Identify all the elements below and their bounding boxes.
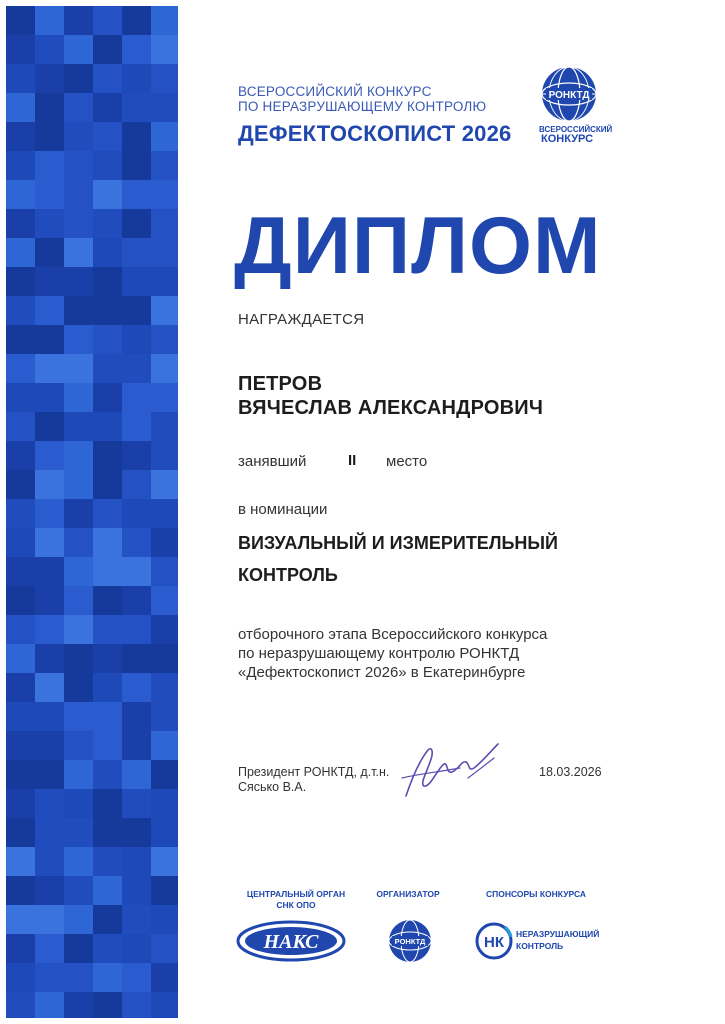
- mosaic-tile: [93, 325, 122, 354]
- mosaic-tile: [64, 702, 93, 731]
- logo-caption-1: ВСЕРОССИЙСКИЙ: [539, 125, 613, 134]
- mosaic-tile: [122, 876, 151, 905]
- mosaic-tile: [151, 789, 178, 818]
- mosaic-tile: [6, 847, 35, 876]
- mosaic-tile: [151, 354, 178, 383]
- mosaic-tile: [151, 905, 178, 934]
- mosaic-tile: [93, 122, 122, 151]
- mosaic-tile: [35, 238, 64, 267]
- mosaic-tile: [64, 644, 93, 673]
- mosaic-tile: [6, 905, 35, 934]
- mosaic-tile: [35, 35, 64, 64]
- footer-central-label-2: СНК ОПО: [276, 900, 316, 910]
- diploma-title: ДИПЛОМ: [234, 201, 602, 291]
- mosaic-tile: [122, 180, 151, 209]
- mosaic-tile: [64, 267, 93, 296]
- mosaic-tile: [122, 586, 151, 615]
- mosaic-tile: [6, 412, 35, 441]
- naks-logo: [236, 920, 346, 962]
- mosaic-tile: [64, 528, 93, 557]
- mosaic-tile: [151, 557, 178, 586]
- mosaic-tile: [122, 615, 151, 644]
- mosaic-tile: [6, 992, 35, 1018]
- mosaic-tile: [35, 209, 64, 238]
- mosaic-tile: [64, 847, 93, 876]
- mosaic-tile: [6, 35, 35, 64]
- mosaic-tile: [64, 64, 93, 93]
- mosaic-tile: [35, 760, 64, 789]
- mosaic-tile: [35, 499, 64, 528]
- mosaic-tile: [122, 760, 151, 789]
- mosaic-tile: [64, 673, 93, 702]
- mosaic-tile: [93, 934, 122, 963]
- mosaic-tile: [35, 702, 64, 731]
- mosaic-tile: [151, 296, 178, 325]
- mosaic-tile: [6, 760, 35, 789]
- mosaic-tile: [151, 267, 178, 296]
- mosaic-tile: [93, 412, 122, 441]
- mosaic-tile: [35, 180, 64, 209]
- mosaic-tile: [151, 499, 178, 528]
- mosaic-tile: [93, 586, 122, 615]
- mosaic-tile: [151, 731, 178, 760]
- mosaic-tile: [35, 963, 64, 992]
- mosaic-tile: [35, 557, 64, 586]
- mosaic-tile: [93, 876, 122, 905]
- mosaic-tile: [64, 557, 93, 586]
- mosaic-tile: [93, 35, 122, 64]
- mosaic-tile: [35, 383, 64, 412]
- mosaic-tile: [151, 238, 178, 267]
- mosaic-tile: [35, 267, 64, 296]
- mosaic-tile: [122, 267, 151, 296]
- mosaic-tile: [64, 122, 93, 151]
- mosaic-tile: [6, 151, 35, 180]
- mosaic-tile: [35, 412, 64, 441]
- mosaic-tile: [35, 151, 64, 180]
- mosaic-tile: [64, 383, 93, 412]
- mosaic-tile: [151, 412, 178, 441]
- mosaic-tile: [93, 644, 122, 673]
- mosaic-tile: [64, 934, 93, 963]
- mosaic-tile: [6, 6, 35, 35]
- mosaic-tile: [6, 122, 35, 151]
- mosaic-tile: [64, 992, 93, 1018]
- mosaic-tile: [64, 876, 93, 905]
- mosaic-tile: [35, 789, 64, 818]
- place-suffix: место: [386, 453, 428, 470]
- mosaic-tile: [122, 702, 151, 731]
- mosaic-tile: [122, 122, 151, 151]
- mosaic-tile: [122, 528, 151, 557]
- mosaic-tile: [93, 760, 122, 789]
- stage-line-2: по неразрушающему контролю РОНКТД: [238, 645, 520, 662]
- mosaic-tile: [122, 673, 151, 702]
- mosaic-tile: [122, 847, 151, 876]
- mosaic-tile: [6, 702, 35, 731]
- mosaic-tile: [151, 818, 178, 847]
- mosaic-tile: [122, 992, 151, 1018]
- nomination-line-2: КОНТРОЛЬ: [238, 565, 338, 585]
- mosaic-tile: [93, 354, 122, 383]
- mosaic-tile: [122, 325, 151, 354]
- mosaic-tile: [151, 876, 178, 905]
- mosaic-tile: [64, 470, 93, 499]
- mosaic-tile: [151, 383, 178, 412]
- mosaic-tile: [64, 6, 93, 35]
- mosaic-tile: [122, 383, 151, 412]
- mosaic-tile: [64, 238, 93, 267]
- mosaic-tile: [93, 296, 122, 325]
- mosaic-tile: [64, 412, 93, 441]
- naks-logo-text: НАКС: [263, 931, 319, 953]
- recipient-surname: ПЕТРОВ: [238, 373, 323, 395]
- mosaic-tile: [6, 267, 35, 296]
- mosaic-tile: [151, 6, 178, 35]
- mosaic-tile: [6, 615, 35, 644]
- mosaic-tile: [6, 818, 35, 847]
- mosaic-tile: [93, 499, 122, 528]
- mosaic-tile: [122, 354, 151, 383]
- mosaic-tile: [6, 876, 35, 905]
- mosaic-tile: [93, 992, 122, 1018]
- mosaic-tile: [122, 818, 151, 847]
- mosaic-tile: [122, 209, 151, 238]
- pixel-mosaic-band: [6, 6, 178, 1018]
- ronktd-globe-icon: [541, 66, 597, 122]
- mosaic-tile: [122, 905, 151, 934]
- mosaic-tile: [151, 441, 178, 470]
- mosaic-tile: [93, 180, 122, 209]
- mosaic-tile: [35, 122, 64, 151]
- mosaic-tile: [122, 470, 151, 499]
- mosaic-tile: [35, 296, 64, 325]
- mosaic-tile: [93, 673, 122, 702]
- mosaic-tile: [151, 528, 178, 557]
- mosaic-tile: [6, 180, 35, 209]
- mosaic-tile: [122, 557, 151, 586]
- mosaic-tile: [6, 93, 35, 122]
- mosaic-tile: [151, 847, 178, 876]
- mosaic-tile: [35, 528, 64, 557]
- mosaic-tile: [64, 93, 93, 122]
- mosaic-tile: [6, 644, 35, 673]
- mosaic-tile: [35, 586, 64, 615]
- contest-brand-title: ДЕФЕКТОСКОПИСТ 2026: [238, 121, 512, 146]
- nk-sponsor-logo: [474, 921, 514, 961]
- mosaic-tile: [64, 209, 93, 238]
- mosaic-tile: [151, 760, 178, 789]
- mosaic-tile: [93, 441, 122, 470]
- mosaic-tile: [122, 93, 151, 122]
- signatory-title: Президент РОНКТД, д.т.н.: [238, 765, 390, 779]
- place-value: II: [348, 452, 357, 469]
- mosaic-tile: [6, 354, 35, 383]
- mosaic-tile: [64, 296, 93, 325]
- globe-logo-text: РОНКТД: [548, 90, 590, 101]
- mosaic-tile: [122, 151, 151, 180]
- organizer-globe-icon: [388, 919, 432, 963]
- nk-logo-text: НК: [484, 934, 504, 951]
- mosaic-tile: [6, 441, 35, 470]
- mosaic-tile: [151, 673, 178, 702]
- mosaic-tile: [122, 64, 151, 93]
- mosaic-tile: [35, 731, 64, 760]
- mosaic-tile: [93, 6, 122, 35]
- mosaic-tile: [122, 441, 151, 470]
- stage-line-1: отборочного этапа Всероссийского конкурса: [238, 626, 548, 643]
- mosaic-tile: [6, 296, 35, 325]
- mosaic-tile: [6, 238, 35, 267]
- mosaic-tile: [6, 731, 35, 760]
- mosaic-tile: [35, 615, 64, 644]
- mosaic-tile: [93, 905, 122, 934]
- mosaic-tile: [93, 209, 122, 238]
- mosaic-tile: [122, 412, 151, 441]
- mosaic-tile: [6, 557, 35, 586]
- contest-line-2: ПО НЕРАЗРУШАЮЩЕМУ КОНТРОЛЮ: [238, 99, 487, 114]
- logo-caption-2: КОНКУРС: [541, 133, 594, 145]
- footer-organizer-label: ОРГАНИЗАТОР: [376, 889, 440, 899]
- sponsor-name-line-1: НЕРАЗРУШАЮЩИЙ: [516, 929, 600, 939]
- mosaic-tile: [93, 64, 122, 93]
- place-prefix: занявший: [238, 453, 307, 470]
- mosaic-tile: [64, 905, 93, 934]
- mosaic-tile: [122, 731, 151, 760]
- mosaic-tile: [6, 209, 35, 238]
- mosaic-tile: [6, 325, 35, 354]
- contest-line-1: ВСЕРОССИЙСКИЙ КОНКУРС: [238, 84, 432, 99]
- mosaic-tile: [122, 963, 151, 992]
- mosaic-tile: [122, 789, 151, 818]
- mosaic-tile: [35, 905, 64, 934]
- mosaic-tile: [122, 934, 151, 963]
- mosaic-tile: [6, 470, 35, 499]
- mosaic-tile: [93, 847, 122, 876]
- mosaic-tile: [35, 354, 64, 383]
- mosaic-tile: [151, 470, 178, 499]
- mosaic-tile: [6, 963, 35, 992]
- mosaic-tile: [64, 180, 93, 209]
- mosaic-tile: [93, 557, 122, 586]
- mosaic-tile: [93, 702, 122, 731]
- mosaic-tile: [35, 470, 64, 499]
- signature-date: 18.03.2026: [539, 765, 602, 779]
- recipient-given-names: ВЯЧЕСЛАВ АЛЕКСАНДРОВИЧ: [238, 397, 544, 419]
- mosaic-tile: [93, 818, 122, 847]
- mosaic-tile: [151, 586, 178, 615]
- mosaic-tile: [151, 180, 178, 209]
- mosaic-tile: [93, 615, 122, 644]
- mosaic-tile: [93, 151, 122, 180]
- mosaic-tile: [35, 673, 64, 702]
- mosaic-tile: [151, 151, 178, 180]
- mosaic-tile: [35, 818, 64, 847]
- mosaic-tile: [93, 789, 122, 818]
- footer-central-label-1: ЦЕНТРАЛЬНЫЙ ОРГАН: [246, 889, 346, 899]
- mosaic-tile: [35, 325, 64, 354]
- mosaic-tile: [122, 644, 151, 673]
- signatory-name: Сясько В.А.: [238, 780, 307, 794]
- mosaic-tile: [35, 441, 64, 470]
- mosaic-tile: [64, 760, 93, 789]
- mosaic-tile: [151, 325, 178, 354]
- mosaic-tile: [35, 992, 64, 1018]
- mosaic-tile: [151, 644, 178, 673]
- mosaic-tile: [35, 6, 64, 35]
- mosaic-tile: [6, 383, 35, 412]
- mosaic-tile: [93, 470, 122, 499]
- mosaic-tile: [6, 934, 35, 963]
- mosaic-tile: [122, 296, 151, 325]
- mosaic-tile: [35, 93, 64, 122]
- mosaic-tile: [64, 354, 93, 383]
- mosaic-tile: [64, 499, 93, 528]
- mosaic-tile: [64, 441, 93, 470]
- mosaic-tile: [6, 64, 35, 93]
- mosaic-tile: [151, 615, 178, 644]
- mosaic-tile: [6, 528, 35, 557]
- mosaic-tile: [93, 963, 122, 992]
- mosaic-tile: [151, 934, 178, 963]
- mosaic-tile: [35, 934, 64, 963]
- mosaic-tile: [35, 64, 64, 93]
- sponsor-name-line-2: КОНТРОЛЬ: [516, 941, 564, 951]
- mosaic-tile: [64, 731, 93, 760]
- mosaic-tile: [93, 731, 122, 760]
- mosaic-tile: [35, 876, 64, 905]
- mosaic-tile: [151, 64, 178, 93]
- mosaic-tile: [151, 702, 178, 731]
- mosaic-tile: [122, 6, 151, 35]
- mosaic-tile: [6, 586, 35, 615]
- mosaic-tile: [64, 586, 93, 615]
- mosaic-tile: [122, 35, 151, 64]
- mosaic-tile: [64, 325, 93, 354]
- mosaic-tile: [35, 847, 64, 876]
- mosaic-tile: [64, 789, 93, 818]
- mosaic-tile: [93, 267, 122, 296]
- nomination-line-1: ВИЗУАЛЬНЫЙ И ИЗМЕРИТЕЛЬНЫЙ: [238, 533, 558, 553]
- stage-line-3: «Дефектоскопист 2026» в Екатеринбурге: [238, 664, 526, 681]
- mosaic-tile: [151, 209, 178, 238]
- mosaic-tile: [64, 615, 93, 644]
- mosaic-tile: [64, 35, 93, 64]
- mosaic-tile: [151, 963, 178, 992]
- awarded-label: НАГРАЖДАЕТСЯ: [238, 311, 365, 328]
- footer-sponsors-label: СПОНСОРЫ КОНКУРСА: [485, 889, 587, 899]
- mosaic-tile: [151, 992, 178, 1018]
- handwritten-signature: [398, 738, 506, 802]
- organizer-logo-text: РОНКТД: [394, 937, 426, 946]
- mosaic-tile: [93, 528, 122, 557]
- mosaic-tile: [122, 238, 151, 267]
- mosaic-tile: [151, 93, 178, 122]
- mosaic-tile: [93, 383, 122, 412]
- mosaic-tile: [151, 35, 178, 64]
- mosaic-tile: [6, 499, 35, 528]
- mosaic-tile: [64, 818, 93, 847]
- mosaic-tile: [93, 238, 122, 267]
- mosaic-tile: [122, 499, 151, 528]
- mosaic-tile: [64, 151, 93, 180]
- mosaic-tile: [151, 122, 178, 151]
- mosaic-tile: [6, 789, 35, 818]
- mosaic-tile: [93, 93, 122, 122]
- mosaic-tile: [35, 644, 64, 673]
- mosaic-tile: [6, 673, 35, 702]
- mosaic-tile: [64, 963, 93, 992]
- nomination-intro: в номинации: [238, 501, 328, 518]
